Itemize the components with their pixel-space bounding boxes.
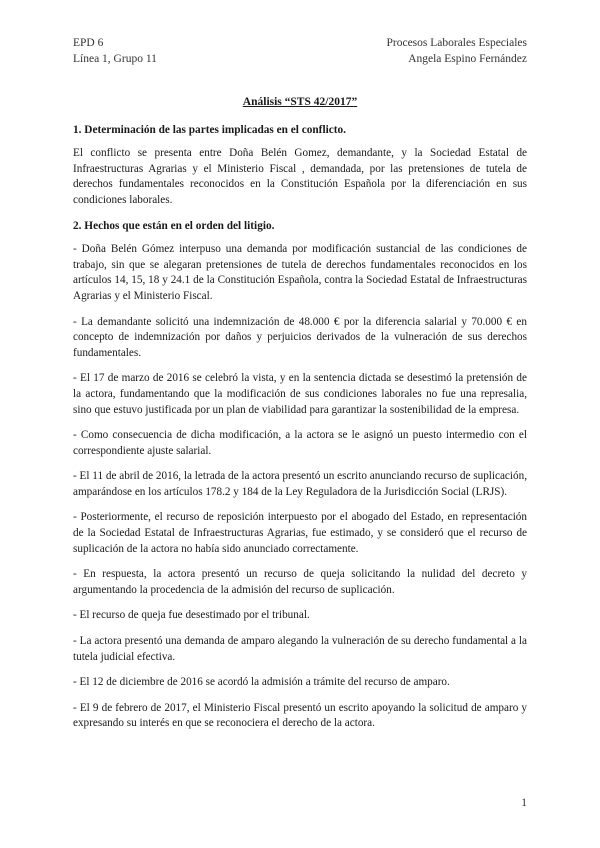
fact-paragraph: - La actora presentó una demanda de amparo alegando la vulneración de su derecho fundamental a la tutela judicial efectiva. bbox=[73, 635, 527, 663]
section-2-heading: 2. Hechos que están en el orden del litigio. bbox=[73, 219, 275, 232]
subject-name: Procesos Laborales Especiales bbox=[386, 37, 527, 49]
section-1-heading: 1. Determinación de las partes implicadas en el conflicto. bbox=[73, 123, 346, 136]
header-right bbox=[386, 35, 527, 67]
fact-paragraph: - El 12 de diciembre de 2016 se acordó la admisión a trámite del recurso de amparo. bbox=[73, 676, 450, 689]
header-left bbox=[73, 35, 157, 67]
fact-paragraph: - El recurso de queja fue desestimado por el tribunal. bbox=[73, 609, 310, 622]
fact-paragraph: - Doña Belén Gómez interpuso una demanda por modificación sustancial de las condiciones de trabajo, sin que se alegaran pretensiones de tutela de derechos fundamentales reconocidos en los artículos 14, 15, 18 y 24.1 de la Constitución Española, contra la Sociedad Estatal de Infraestructuras Agrarias y el Ministerio Fiscal. bbox=[73, 243, 527, 302]
author-name: Angela Espino Fernández bbox=[408, 53, 527, 65]
course-code: EPD 6 bbox=[73, 37, 104, 49]
fact-paragraph: - La demandante solicitó una indemnización de 48.000 € por la diferencia salarial y 70.000 € en concepto de indemnización por daños y perjuicios derivados de la vulneración de sus derechos fundamentales. bbox=[73, 315, 527, 359]
page-number: 1 bbox=[521, 797, 527, 809]
fact-paragraph: - En respuesta, la actora presentó un recurso de queja solicitando la nulidad del decreto y argumentando la procedencia de la admisión del recurso de suplicación. bbox=[73, 568, 527, 596]
document-body bbox=[73, 95, 527, 742]
fact-paragraph: - Como consecuencia de dicha modificación, a la actora se le asignó un puesto intermedio con el correspondiente ajuste salarial. bbox=[73, 429, 527, 457]
document-title: Análisis “STS 42/2017” bbox=[242, 96, 358, 108]
group-line: Línea 1, Grupo 11 bbox=[73, 53, 157, 65]
fact-paragraph: - El 17 de marzo de 2016 se celebró la vista, y en la sentencia dictada se desestimó la pretensión de la actora, fundamentando que la modificación de sus condiciones laborales no fue una represalia, sino que estuvo justificada por un plan de viabilidad para garantizar la sostenibilidad de la empresa. bbox=[73, 372, 527, 416]
fact-paragraph: - El 11 de abril de 2016, la letrada de la actora presentó un escrito anunciando recurso de suplicación, amparándose en los artículos 178.2 y 184 de la Ley Reguladora de la Jurisdicción Social (LRJS). bbox=[73, 470, 527, 498]
fact-paragraph: - Posteriormente, el recurso de reposición interpuesto por el abogado del Estado, en representación de la Sociedad Estatal de Infraestructuras Agrarias, fue estimado, y se consideró que el recurso de suplicación de la actora no había sido anunciado correctamente. bbox=[73, 511, 527, 555]
fact-paragraph: - El 9 de febrero de 2017, el Ministerio Fiscal presentó un escrito apoyando la solicitud de amparo y expresando su interés en que se reconociera el derecho de la actora. bbox=[73, 701, 527, 730]
section-1-paragraph: El conflicto se presenta entre Doña Belén Gomez, demandante, y la Sociedad Estatal de Infraestructuras Agrarias y el Ministerio Fiscal , demandada, por las pretensiones de tutela de derechos fundamentales reconocidos en la Constitución Española por la diferenciación en sus condiciones laborales. bbox=[73, 147, 527, 206]
